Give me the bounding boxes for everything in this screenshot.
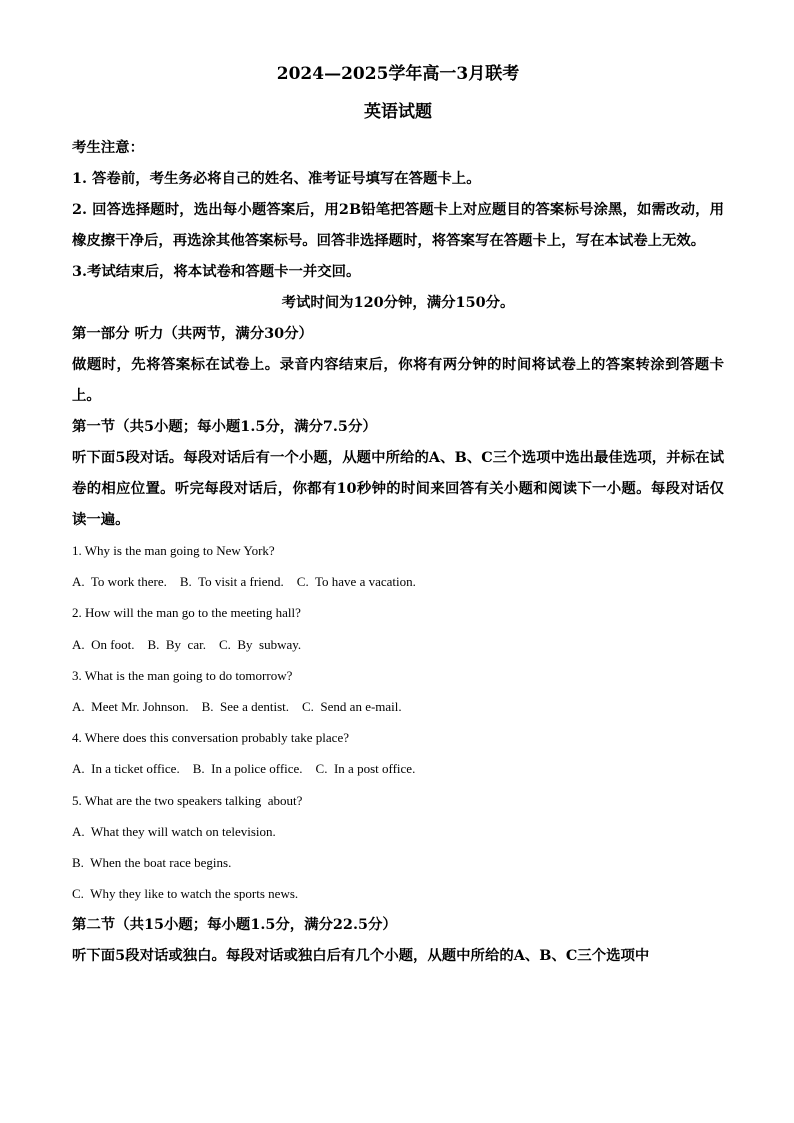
section1-instruction: 听下面5段对话。每段对话后有一个小题，从题中所给的A、B、C三个选项中选出最佳选项，并标在试卷的相应位置。听完每段对话后，你都有10秒钟的时间来回答有关小题和阅读下一小题。每段对话仅读一遍。 [72, 449, 724, 528]
question-1: 1. Why is the man going to New York? [72, 543, 275, 558]
question-5: 5. What are the two speakers talking about? [72, 792, 303, 808]
section2-heading: 第二节（共15小题；每小题1.5分，满分22.5分） [72, 916, 397, 934]
question-3-options: A. Meet Mr. Johnson. B. See a dentist. C. Send an e-mail. [72, 698, 402, 714]
exam-title: 2024—2025学年高一3月联考 [276, 64, 520, 84]
question-4-options: A. In a ticket office. B. In a police office. C. In a post office. [72, 761, 416, 777]
question-2-options: A. On foot. B. By car. C. By subway. [72, 636, 302, 652]
question-2: 2. How will the man go to the meeting hall? [72, 605, 301, 621]
exam-subtitle: 英语试题 [364, 102, 432, 122]
notice-heading: 考生注意： [72, 139, 144, 156]
question-3: 3. What is the man going to do tomorrow? [72, 667, 293, 683]
question-5-option-b: B. When the boat race begins. [72, 854, 232, 870]
section1-heading: 第一节（共5小题；每小题1.5分，满分7.5分） [72, 418, 377, 435]
section2-instruction: 听下面5段对话或独白。每段对话或独白后有几个小题，从题中所给的A、B、C三个选项中 [72, 947, 650, 965]
exam-time-info: 考试时间为120分钟，满分150分。 [281, 294, 515, 311]
question-1-options: A. To work there. B. To visit a friend. C. To have a vacation. [72, 574, 416, 590]
part1-instruction: 做题时，先将答案标在试卷上。录音内容结束后，你将有两分钟的时间将试卷上的答案转涂到答题卡上。 [72, 356, 724, 404]
exam-page [72, 62, 724, 971]
question-5-option-a: A. What they will watch on television. [72, 823, 276, 839]
notice-item-3: 3.考试结束后，将本试卷和答题卡一并交回。 [72, 263, 361, 280]
part1-heading: 第一部分 听力（共两节，满分30分） [72, 325, 313, 342]
notice-item-2: 2. 回答选择题时，选出每小题答案后，用2B铅笔把答题卡上对应题目的答案标号涂黑，如需改动，用橡皮擦干净后，再选涂其他答案标号。回答非选择题时，将答案写在答题卡上，写在本试卷上无效。 [72, 201, 724, 249]
question-5-option-c: C. Why they like to watch the sports news. [72, 886, 299, 902]
question-4: 4. Where does this conversation probably take place? [72, 730, 349, 746]
notice-item-1: 1. 答卷前，考生务必将自己的姓名、准考证号填写在答题卡上。 [72, 170, 481, 187]
